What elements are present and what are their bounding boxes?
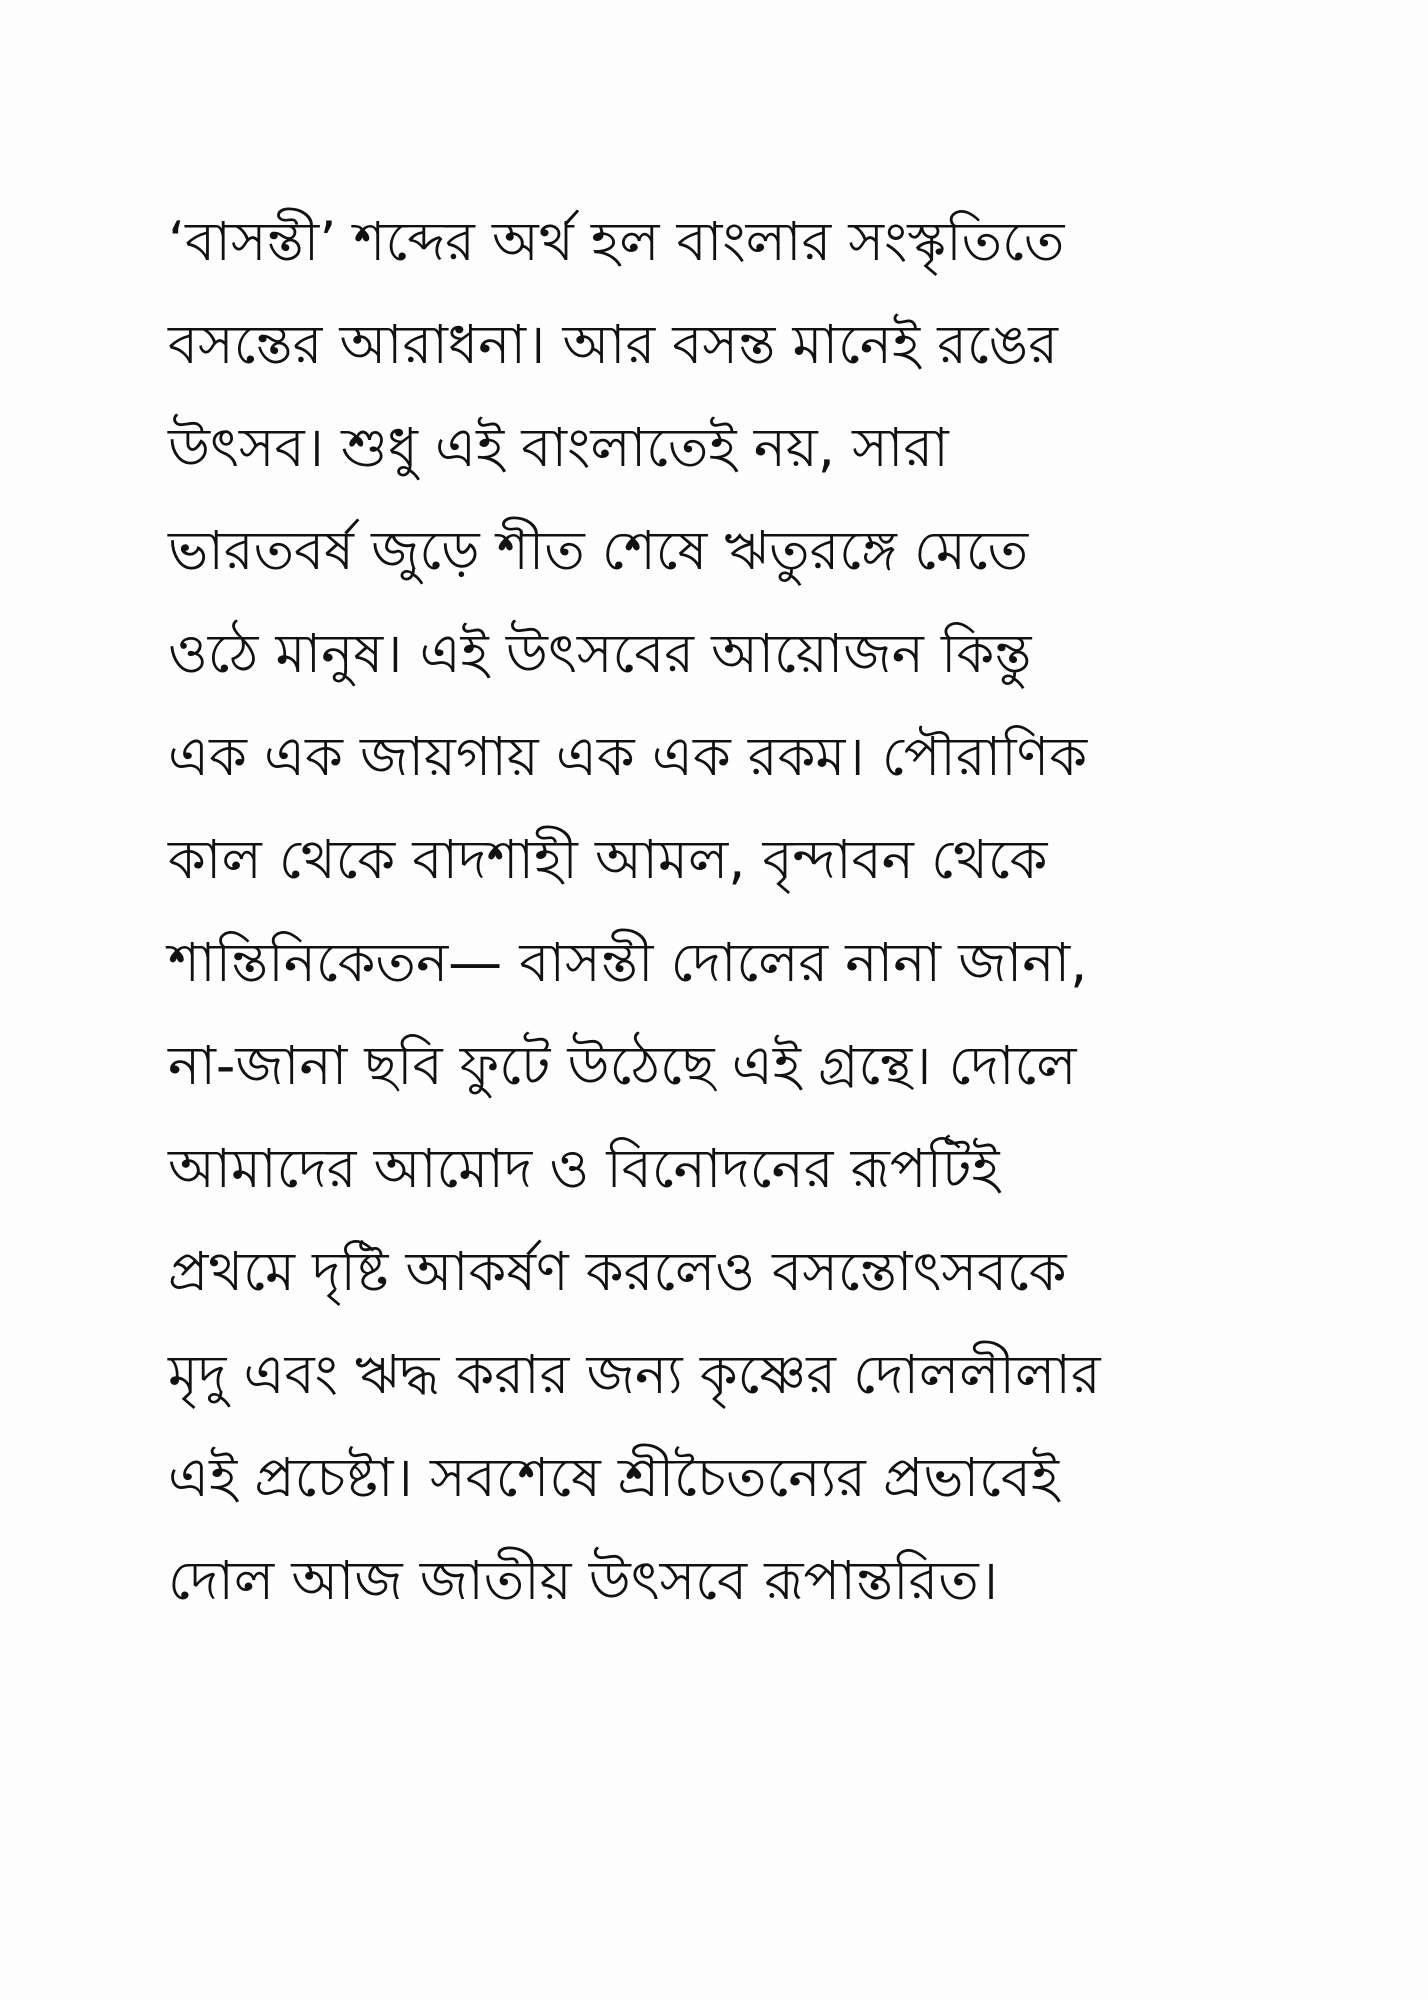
text-line: কাল থেকে বাদশাহী আমল, বৃন্দাবন থেকে <box>168 828 1048 891</box>
text-line: শান্তিনিকেতন— বাসন্তী দোলের নানা জানা, <box>168 931 1088 994</box>
body-paragraph <box>168 190 1328 1632</box>
text-line: মৃদু এবং ঋদ্ধ করার জন্য কৃষ্ণের দোললীলার <box>168 1343 1101 1406</box>
text-line: ভারতবর্ষ জুড়ে শীত শেষে ঋতুরঙ্গে মেতে <box>168 519 1029 582</box>
text-line: প্রথমে দৃষ্টি আকর্ষণ করলেও বসন্তোৎসবকে <box>168 1240 1067 1303</box>
text-line: আমাদের আমোদ ও বিনোদনের রূপটিই <box>168 1137 1000 1200</box>
text-line: উৎসব। শুধু এই বাংলাতেই নয়, সারা <box>168 416 949 479</box>
text-line: না-জানা ছবি ফুটে উঠেছে এই গ্রন্থে। দোলে <box>168 1034 1077 1097</box>
text-line: দোল আজ জাতীয় উৎসবে রূপান্তরিত। <box>168 1549 999 1612</box>
text-line: ‘বাসন্তী’ শব্দের অর্থ হল বাংলার সংস্কৃতিতে <box>168 210 1065 273</box>
text-line: এই প্রচেষ্টা। সবশেষে শ্রীচৈতন্যের প্রভাবেই <box>168 1446 1060 1509</box>
text-line: ওঠে মানুষ। এই উৎসবের আয়োজন কিন্তু <box>168 622 1032 685</box>
text-line: এক এক জায়গায় এক এক রকম। পৌরাণিক <box>168 725 1088 788</box>
text-line: বসন্তের আরাধনা। আর বসন্ত মানেই রঙের <box>168 313 1058 376</box>
